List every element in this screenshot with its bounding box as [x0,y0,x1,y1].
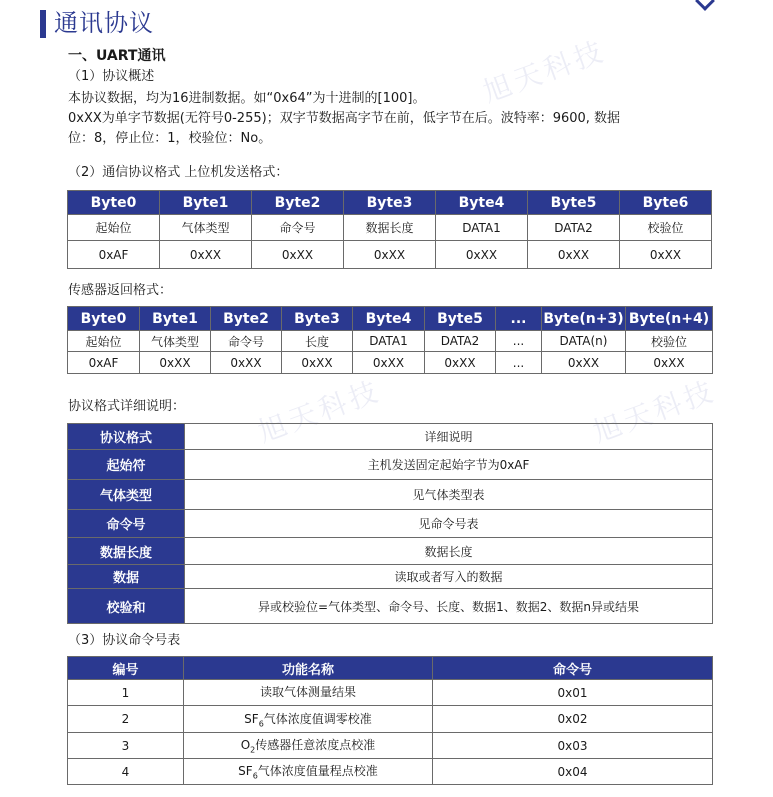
table-row [68,352,713,374]
corner-chevron-icon [695,0,715,11]
table-cell: 起始位 [68,331,140,352]
header-cell: Byte3 [344,191,436,215]
header-cell: 编号 [68,657,184,680]
protocol-detail-table [67,423,713,624]
command-code: 0x03 [433,733,713,759]
table-cell: 气体类型 [140,331,211,352]
watermark: 旭天科技 [253,374,386,449]
overview-paragraph-3: 位：8，停止位：1，校验位：No。 [68,131,272,146]
return-format-table [67,306,713,374]
command-number: 1 [68,680,184,706]
header-cell: Byte0 [68,307,140,331]
table-cell: 0xAF [68,352,140,374]
table-cell: DATA1 [436,215,528,241]
table-cell: 0xXX [436,241,528,269]
table-row [68,510,713,538]
table-cell: 校验位 [626,331,713,352]
header-cell: 功能名称 [184,657,433,680]
table-row [68,424,713,450]
table-row [68,680,713,706]
command-code: 0x04 [433,759,713,785]
table-cell: 命令号 [252,215,344,241]
subheading-command-table: （3）协议命令号表 [68,633,181,648]
table-row [68,565,713,589]
detail-value-cell: 见气体类型表 [185,480,713,510]
header-cell: Byte2 [211,307,282,331]
header-cell: Byte(n+4) [626,307,713,331]
table-row [68,589,713,624]
table-row [68,538,713,565]
table-cell: 0xXX [542,352,626,374]
header-cell: Byte1 [160,191,252,215]
table-cell: 0xXX [626,352,713,374]
command-code: 0x01 [433,680,713,706]
detail-key-cell: 气体类型 [68,480,185,510]
table-cell: 0xXX [528,241,620,269]
table-cell: DATA2 [425,331,496,352]
detail-key-cell: 协议格式 [68,424,185,450]
overview-paragraph-1: 本协议数据，均为16进制数据。如“0x64”为十进制的[100]。 [68,91,426,106]
table-cell: ... [496,352,542,374]
table-cell: 校验位 [620,215,712,241]
page-title: 通讯协议 [54,9,154,37]
header-cell: 命令号 [433,657,713,680]
table-cell: 0xXX [425,352,496,374]
table-cell: 命令号 [211,331,282,352]
detail-key-cell: 校验和 [68,589,185,624]
header-cell: Byte5 [425,307,496,331]
command-function-name: $SF_6$气体浓度值调零校准 [184,706,433,733]
detail-label: 协议格式详细说明： [68,399,186,414]
table-header-row [68,657,713,680]
command-number: 2 [68,706,184,733]
watermark: 旭天科技 [588,374,721,449]
table-cell: 0xXX [282,352,353,374]
header-cell: Byte1 [140,307,211,331]
detail-key-cell: 命令号 [68,510,185,538]
detail-value-cell: 主机发送固定起始字节为0xAF [185,450,713,480]
subheading-overview: （1）协议概述 [68,69,155,84]
table-cell: 0xXX [252,241,344,269]
detail-value-cell: 数据长度 [185,538,713,565]
header-cell: Byte4 [436,191,528,215]
section-heading-uart: 一、UART通讯 [68,48,166,64]
table-row [68,759,713,785]
command-number: 3 [68,733,184,759]
table-header-row [68,191,712,215]
header-cell: Byte(n+3) [542,307,626,331]
detail-value-cell: 读取或者写入的数据 [185,565,713,589]
table-header-row [68,307,713,331]
detail-value-cell: 异或校验位=气体类型、命令号、长度、数据1、数据2、数据n异或结果 [185,589,713,624]
header-cell: ... [496,307,542,331]
command-function-name: $O_2$传感器任意浓度点校准 [184,733,433,759]
table-cell: DATA2 [528,215,620,241]
table-row [68,480,713,510]
table-cell: 0xXX [211,352,282,374]
command-function-name: $SF_6$气体浓度值量程点校准 [184,759,433,785]
header-cell: Byte5 [528,191,620,215]
table-cell: 气体类型 [160,215,252,241]
header-cell: Byte2 [252,191,344,215]
table-row [68,241,712,269]
table-cell: 0xXX [160,241,252,269]
subheading-format: （2）通信协议格式 上位机发送格式： [68,165,289,180]
table-cell: 0xXX [353,352,425,374]
table-cell: 起始位 [68,215,160,241]
command-table [67,656,713,785]
header-cell: Byte4 [353,307,425,331]
overview-paragraph-2: 0xXX为单字节数据(无符号0-255)；双字节数据高字节在前，低字节在后。波特率：9600, 数据 [68,111,621,126]
title-accent-bar [40,10,46,38]
send-format-table [67,190,712,269]
table-cell: 0xXX [344,241,436,269]
command-number: 4 [68,759,184,785]
command-function-name: 读取气体测量结果 [184,680,433,706]
table-row [68,706,713,733]
detail-key-cell: 起始符 [68,450,185,480]
detail-key-cell: 数据长度 [68,538,185,565]
detail-key-cell: 数据 [68,565,185,589]
header-cell: Byte6 [620,191,712,215]
table-cell: 数据长度 [344,215,436,241]
table-cell: 0xXX [620,241,712,269]
table-row [68,733,713,759]
detail-value-cell: 见命令号表 [185,510,713,538]
command-code: 0x02 [433,706,713,733]
table-row [68,331,713,352]
table-cell: DATA(n) [542,331,626,352]
detail-value-cell: 详细说明 [185,424,713,450]
table-cell: 0xAF [68,241,160,269]
return-format-label: 传感器返回格式： [68,283,173,298]
table-row [68,450,713,480]
table-cell: ... [496,331,542,352]
header-cell: Byte3 [282,307,353,331]
table-cell: 长度 [282,331,353,352]
header-cell: Byte0 [68,191,160,215]
table-row [68,215,712,241]
watermark: 旭天科技 [478,34,611,109]
table-cell: DATA1 [353,331,425,352]
table-cell: 0xXX [140,352,211,374]
